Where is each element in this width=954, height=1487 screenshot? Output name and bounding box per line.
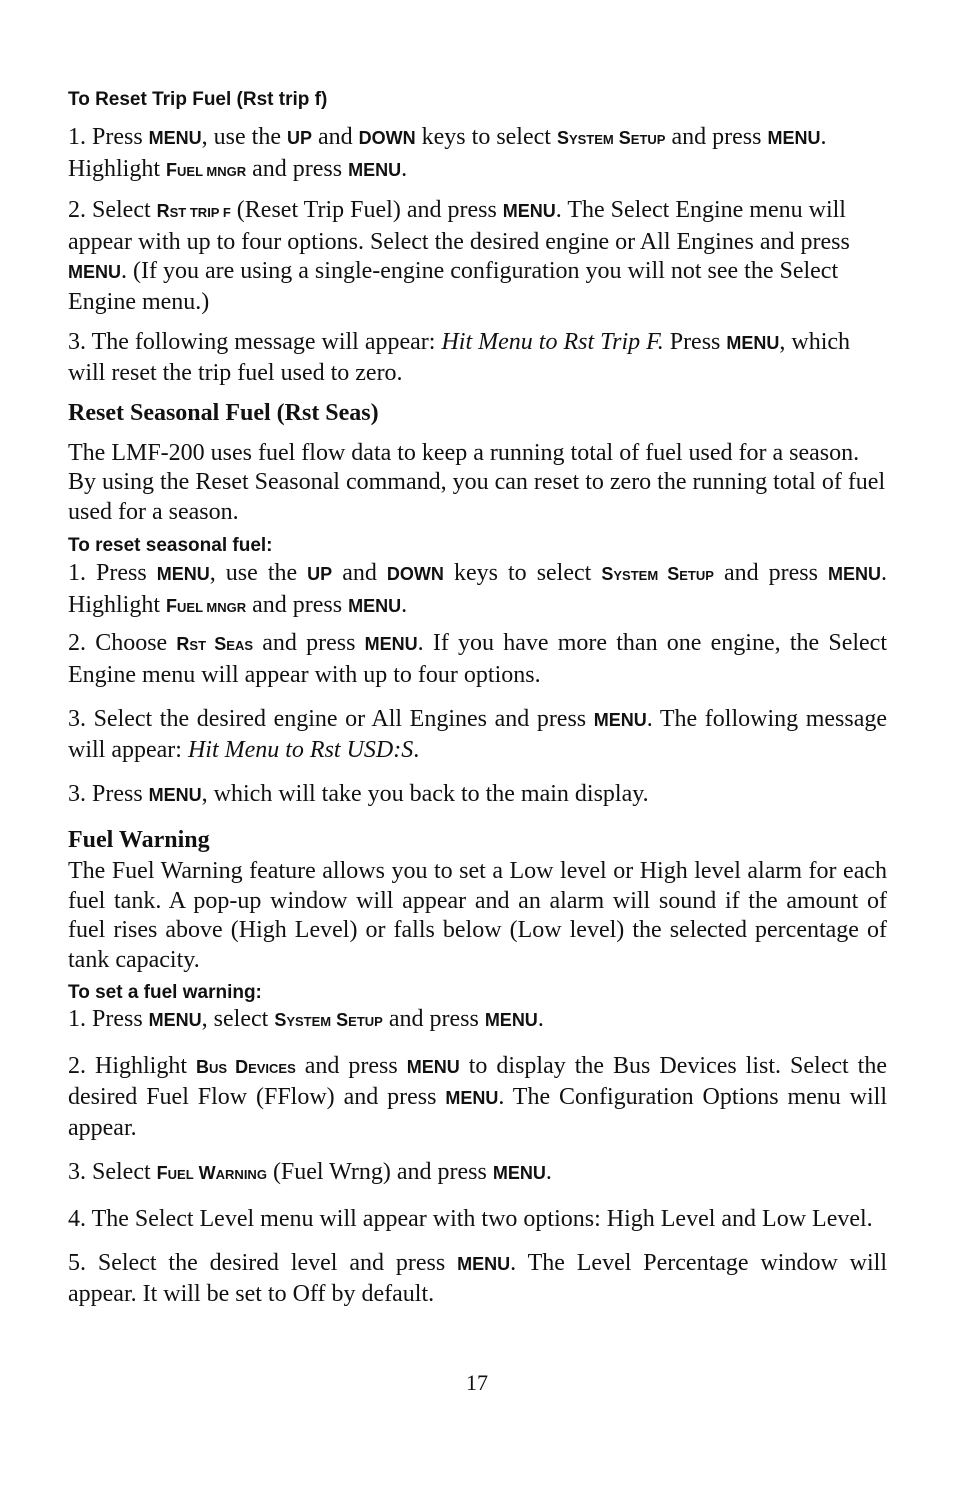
seasonal-section-title: Reset Seasonal Fuel (Rst Seas) xyxy=(68,400,379,426)
warning-step-4: 4. The Select Level menu will appear with two options: High Level and Low Level. xyxy=(68,1205,873,1232)
trip-subheading: To Reset Trip Fuel (Rst trip f) xyxy=(68,89,328,110)
trip-step-2: 2. Select RST TRIP F (Reset Trip Fuel) and press MENU. The Select Engine menu will appear with up to four options. Select the desired engine or All Engines and press MENU. (If you are using a single-engine configuration you will not see the Select Engine menu.) xyxy=(68,197,850,315)
menu-key: MENU xyxy=(484,1010,538,1030)
menu-key: MENU xyxy=(445,1088,499,1108)
seasonal-intro: The LMF-200 uses fuel flow data to keep a running total of fuel used for a season. By using the Reset Seasonal command, you can reset to zero the running total of fuel used for a season. xyxy=(68,439,886,525)
warning-intro: The Fuel Warning feature allows you to set a Low level or High level alarm for each fuel tank. A pop-up window will appear and an alarm will sound if the amount of fuel rises above (High Level) or falls below (Low level) the selected percentage of tank capacity. xyxy=(68,858,887,973)
warning-step-3: 3. Select FUEL WARNING (Fuel Wrng) and press MENU. xyxy=(68,1159,552,1185)
seasonal-step-3: 3. Select the desired engine or All Engines and press MENU. The following message will appear: Hit Menu to Rst USD:S. xyxy=(68,706,888,763)
menu-key: MENU xyxy=(767,128,821,148)
menu-key: MENU xyxy=(148,128,202,148)
down-key: DOWN xyxy=(358,128,416,148)
trip-step-1: 1. Press MENU, use the UP and DOWN keys to select SYSTEM SETUP and press MENU. Highlight FUEL MNGR and press MENU. xyxy=(68,124,827,182)
seasonal-message: Hit Menu to Rst USD:S xyxy=(187,736,414,763)
seasonal-subheading: To reset seasonal fuel: xyxy=(68,535,273,556)
menu-key: MENU xyxy=(68,262,121,282)
warning-step-5: 5. Select the desired level and press MENU. The Level Percentage window will appear. It will be set to Off by default. xyxy=(68,1250,887,1307)
menu-key: MENU xyxy=(348,595,402,616)
system-setup-command: SYSTEM SETUP xyxy=(556,128,666,148)
trip-message: Hit Menu to Rst Trip F. xyxy=(441,329,664,355)
menu-key: MENU xyxy=(364,634,418,654)
system-setup-command: SYSTEM SETUP xyxy=(601,564,714,584)
bus-devices-command: BUS DEVICES xyxy=(196,1056,296,1077)
menu-key: MENU xyxy=(726,333,780,353)
menu-key: MENU xyxy=(502,201,556,221)
menu-key: MENU xyxy=(148,785,202,805)
menu-key: MENU xyxy=(148,1010,202,1030)
manual-page xyxy=(68,86,887,1309)
warning-step-1: 1. Press MENU, select SYSTEM SETUP and press MENU. xyxy=(68,1006,544,1032)
down-key: DOWN xyxy=(386,564,444,584)
menu-key: MENU xyxy=(156,564,210,584)
system-setup-command: SYSTEM SETUP xyxy=(274,1010,383,1030)
fuel-mngr-command: FUEL MNGR xyxy=(166,595,247,616)
trip-step-3: 3. The following message will appear: Hit Menu to Rst Trip F. Press MENU, which will reset the trip fuel used to zero. xyxy=(68,329,851,386)
seasonal-step-2: 2. Choose RST SEAS and press MENU. If you have more than one engine, the Select Engine menu will appear with up to four options. xyxy=(68,630,887,688)
menu-key: MENU xyxy=(348,159,402,180)
up-key: UP xyxy=(286,128,312,148)
menu-key: MENU xyxy=(406,1056,460,1077)
fuel-mngr-command: FUEL MNGR xyxy=(166,159,247,180)
menu-key: MENU xyxy=(828,564,882,584)
seasonal-step-1: 1. Press MENU, use the UP and DOWN keys to select SYSTEM SETUP and press MENU. Highlight FUEL MNGR and press MENU. xyxy=(68,560,888,618)
menu-key: MENU xyxy=(457,1254,511,1274)
warning-subheading: To set a fuel warning: xyxy=(68,982,262,1003)
seasonal-step-4: 3. Press MENU, which will take you back to the main display. xyxy=(68,781,649,807)
page-number: 17 xyxy=(466,1370,488,1395)
menu-key: MENU xyxy=(593,710,647,730)
warning-step-2: 2. Highlight BUS DEVICES and press MENU to display the Bus Devices list. Select the desired Fuel Flow (FFlow) and press MENU. The Configuration Options menu will appear. xyxy=(68,1052,887,1141)
rst-trip-f-command: RST TRIP F xyxy=(156,201,231,221)
fuel-warning-command: FUEL WARNING xyxy=(156,1163,267,1183)
up-key: UP xyxy=(307,564,333,584)
rst-seas-command: RST SEAS xyxy=(176,634,254,654)
warning-section-title: Fuel Warning xyxy=(68,826,210,853)
menu-key: MENU xyxy=(492,1163,546,1183)
